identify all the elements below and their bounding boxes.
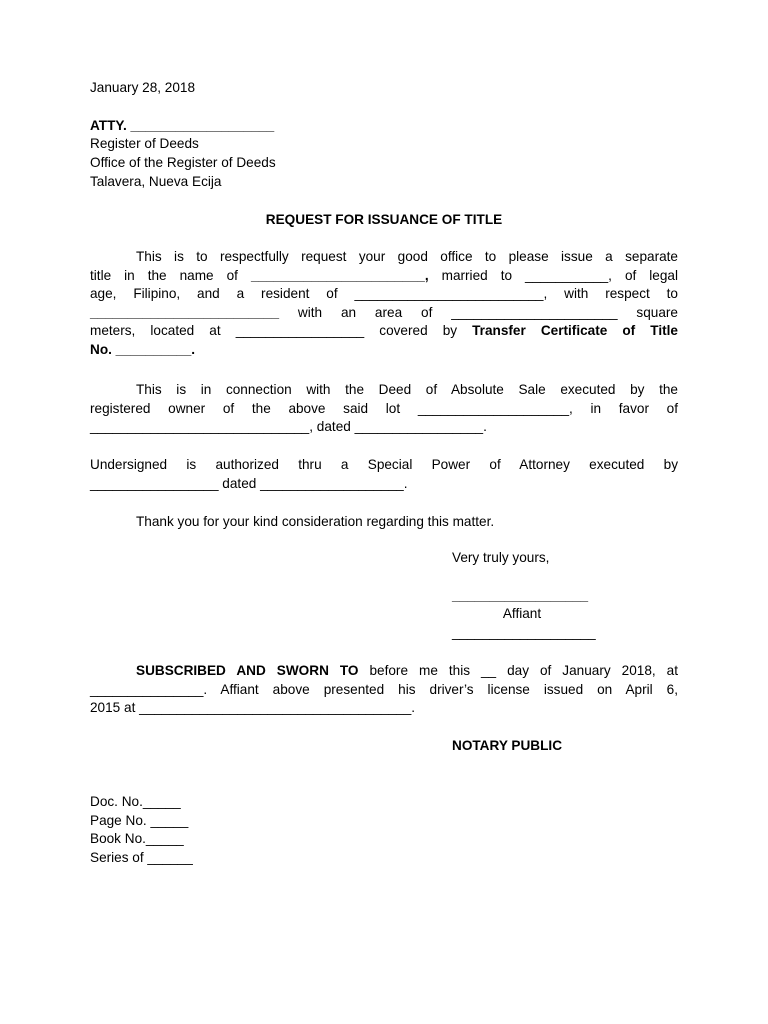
tct-number-line: No. __________. <box>90 341 196 357</box>
notary-public-label: NOTARY PUBLIC <box>452 738 563 753</box>
paragraph-line: _____________________________, dated _________________. <box>90 419 487 435</box>
paragraph-line: This is in connection with the Deed of Absolute Sale executed by the <box>136 382 678 397</box>
paragraph-line: registered owner of the above said lot ____________________, in favor of <box>90 400 678 416</box>
property-blank: _________________________ <box>90 304 280 320</box>
signature-line: __________________ <box>452 588 589 603</box>
paragraph-line: _______________. Affiant above presented his driver’s license issued on April 6, <box>90 681 678 697</box>
document-title: REQUEST FOR ISSUANCE OF TITLE <box>265 212 503 227</box>
paragraph-line: meters, located at _________________ covered by Transfer Certificate of Title <box>90 323 678 339</box>
page-number: Page No. _____ <box>90 813 189 828</box>
addressee-line: Talavera, Nueva Ecija <box>90 174 222 189</box>
series-of: Series of ______ <box>90 850 193 865</box>
sworn-label: SUBSCRIBED AND SWORN TO <box>136 663 359 678</box>
addressee-line: Register of Deeds <box>90 136 199 151</box>
paragraph-jurat <box>90 662 678 718</box>
letter-date: January 28, 2018 <box>90 80 196 95</box>
paragraph-line: SUBSCRIBED AND SWORN TO before me this __ day of January 2018, at <box>136 663 678 678</box>
paragraph-authority <box>90 456 678 493</box>
paragraph-line: _________________________ with an area of ______________________ square <box>90 304 678 320</box>
paragraph-line: Undersigned is authorized thru a Special Power of Attorney executed by <box>90 457 678 472</box>
thanks-line: Thank you for your kind consideration regarding this matter. <box>136 514 495 529</box>
paragraph-line: This is to respectfully request your good office to please issue a separate <box>136 249 678 264</box>
paragraph-line: age, Filipino, and a resident of _________________________, with respect to <box>90 286 678 302</box>
closing-salutation: Very truly yours, <box>452 550 550 565</box>
affiant-name-line: ___________________ <box>452 625 596 640</box>
paragraph-line: _________________ dated ___________________. <box>90 475 408 491</box>
addressee-atty: ATTY. ___________________ <box>90 118 275 133</box>
addressee-line: Office of the Register of Deeds <box>90 155 276 170</box>
affiant-label: Affiant <box>502 606 542 621</box>
paragraph-request <box>90 248 678 360</box>
paragraph-line: title in the name of _______________________, married to ___________, of legal <box>90 267 679 283</box>
paragraph-line: 2015 at ____________________________________. <box>90 700 416 716</box>
tct-label: Transfer Certificate of Title <box>472 323 678 339</box>
doc-number: Doc. No._____ <box>90 794 181 809</box>
name-blank: _______________________, <box>250 267 429 283</box>
paragraph-deed <box>90 381 678 437</box>
book-number: Book No._____ <box>90 831 184 846</box>
